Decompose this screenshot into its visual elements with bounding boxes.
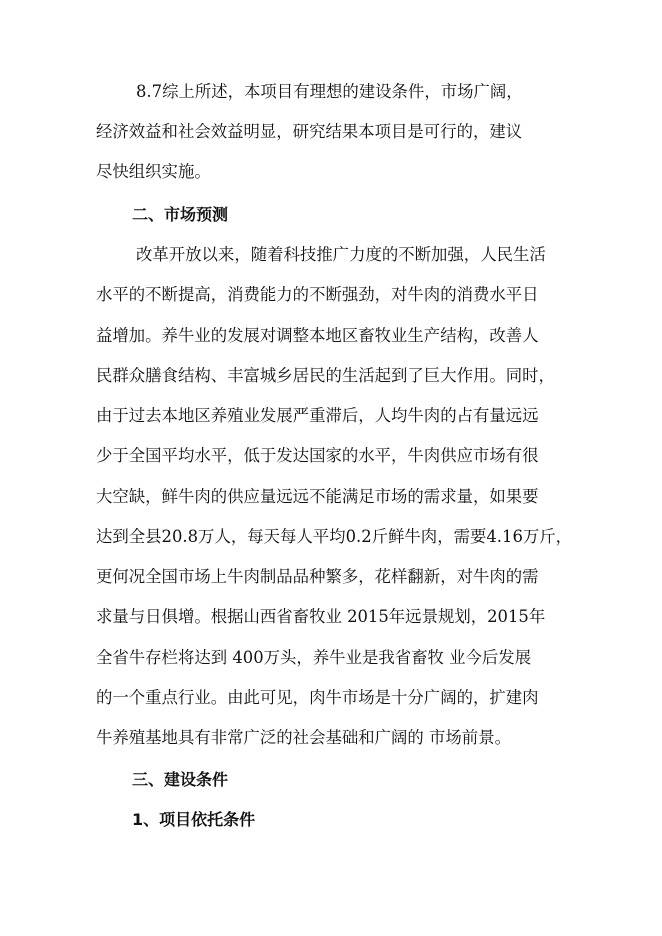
paragraph-line: 改革开放以来，随着科技推广力度的不断加强，人民生活 bbox=[136, 245, 546, 264]
summary-line: 8.7综上所述，本项目有理想的建设条件，市场广阔， bbox=[136, 82, 523, 101]
summary-line: 尽快组织实施。 bbox=[96, 162, 211, 181]
section-heading-market-forecast: 二、市场预测 bbox=[132, 205, 229, 224]
paragraph-line: 大空缺，鲜牛肉的供应量远远不能满足市场的需求量，如果要 bbox=[96, 487, 539, 506]
paragraph-line: 民群众膳食结构、丰富城乡居民的生活起到了巨大作用。同时， bbox=[96, 366, 555, 385]
paragraph-line: 更何况全国市场上牛肉制品品种繁多，花样翻新，对牛肉的需 bbox=[96, 567, 539, 586]
section-heading-construction-conditions: 三、建设条件 bbox=[132, 770, 229, 789]
paragraph-line: 的一个重点行业。由此可见，肉牛市场是十分广阔的，扩建肉 bbox=[96, 688, 539, 707]
paragraph-line: 由于过去本地区养殖业发展严重滞后，人均牛肉的占有量远远 bbox=[96, 406, 539, 425]
paragraph-line: 全省牛存栏将达到 400万头，养牛业是我省畜牧 业今后发展 bbox=[96, 648, 532, 667]
paragraph-line: 求量与日俱增。根据山西省畜牧业 2015年远景规划，2015年 bbox=[96, 607, 546, 626]
subsection-heading-project-basis: 1、项目依托条件 bbox=[132, 810, 256, 829]
summary-line: 经济效益和社会效益明显，研究结果本项目是可行的，建议 bbox=[96, 122, 523, 141]
paragraph-line: 达到全县20.8万人，每天每人平均0.2斤鲜牛肉，需要4.16万斤， bbox=[96, 527, 573, 546]
paragraph-line: 少于全国平均水平，低于发达国家的水平，牛肉供应市场有很 bbox=[96, 446, 539, 465]
paragraph-line: 牛养殖基地具有非常广泛的社会基础和广阔的 市场前景。 bbox=[96, 728, 511, 747]
paragraph-line: 水平的不断提高，消费能力的不断强劲，对牛肉的消费水平日 bbox=[96, 285, 539, 304]
paragraph-line: 益增加。养牛业的发展对调整本地区畜牧业生产结构，改善人 bbox=[96, 326, 539, 345]
